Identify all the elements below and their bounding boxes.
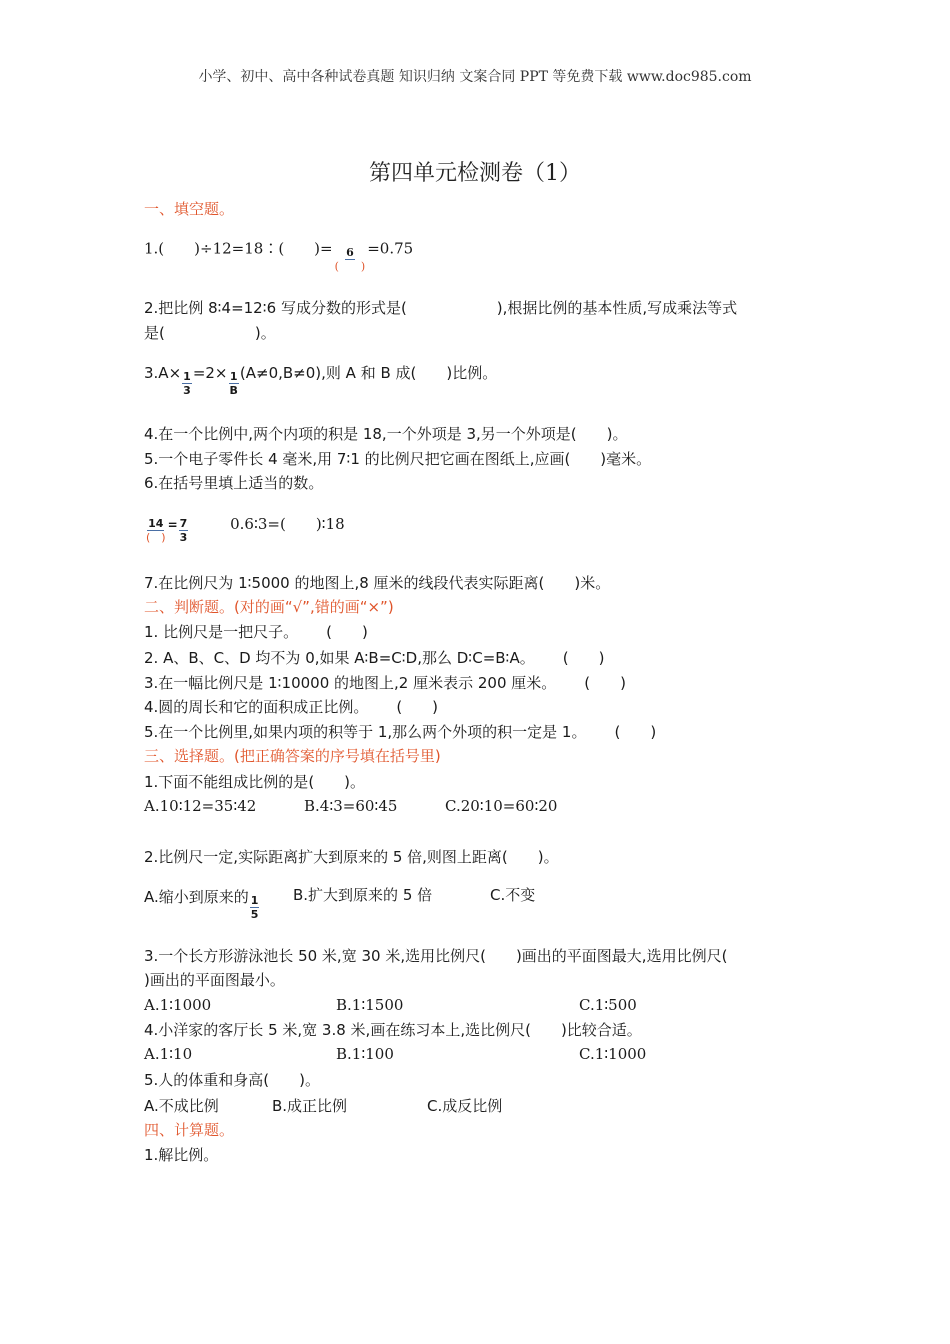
- mc-5-option-b: B.成正比例: [272, 1097, 348, 1115]
- question-1-6: 6.在括号里填上适当的数。: [144, 474, 324, 492]
- mc-3-option-b: B.1∶1500: [336, 996, 404, 1014]
- page-header: 小学、初中、高中各种试卷真题 知识归纳 文案合同 PPT 等免费下载 www.doc985.com: [198, 69, 752, 85]
- mc-question-5: 5.人的体重和身高( )。: [144, 1071, 321, 1089]
- q6-second: 0.6∶3=( )∶18: [230, 515, 345, 533]
- question-1-2-line2: 是( )。: [144, 324, 276, 342]
- q3-tail: (A≠0,B≠0),则 A 和 B 成( )比例。: [239, 364, 498, 382]
- q6-f1-num: 14: [148, 517, 164, 530]
- mc-1-option-b: B.4∶3=60∶45: [304, 797, 398, 815]
- question-1-3: [144, 360, 498, 397]
- mc-question-1: 1.下面不能组成比例的是( )。: [144, 773, 366, 791]
- question-1-6-content: [144, 511, 345, 544]
- mc-2-option-b: B.扩大到原来的 5 倍: [293, 886, 433, 904]
- mc-4-option-a: A.1∶10: [144, 1045, 193, 1063]
- q6-fraction-1: [145, 517, 167, 544]
- question-1-4: 4.在一个比例中,两个内项的积是 18,一个外项是 3,另一个外项是( )。: [144, 425, 628, 443]
- mc-1-option-c: C.20∶10=60∶20: [445, 797, 558, 815]
- tf-5-text: 5.在一个比例里,如果内项的积等于 1,那么两个外项的积一定是 1。: [144, 723, 587, 741]
- section-heading-calculation: 四、计算题。: [144, 1121, 235, 1139]
- tf-item-5: [144, 722, 656, 742]
- tf-item-1: [144, 622, 368, 642]
- calc-question-1: 1.解比例。: [144, 1146, 219, 1164]
- tf-2-blank: ( ): [562, 649, 605, 667]
- tf-4-text: 4.圆的周长和它的面积成正比例。: [144, 698, 369, 716]
- mc-1-option-a: A.10∶12=35∶42: [144, 797, 257, 815]
- q6-f2-num: 7: [179, 517, 188, 530]
- q3-f1-den: 3: [183, 384, 191, 397]
- question-1-2-line1: 2.把比例 8∶4=12∶6 写成分数的形式是( ),根据比例的基本性质,写成乘法等式: [144, 299, 738, 317]
- mc-question-4: 4.小洋家的客厅长 5 米,宽 3.8 米,画在练习本上,选比例尺( )比较合适。: [144, 1021, 642, 1039]
- mc-4-option-c: C.1∶1000: [579, 1045, 647, 1063]
- q1-fraction: [334, 246, 367, 273]
- q6-eq: =: [167, 518, 178, 532]
- q1-frac-den: ( ): [334, 260, 366, 273]
- section-heading-true-false: 二、判断题。(对的画“√”,错的画“×”): [144, 598, 394, 616]
- mc-2-option-a: [144, 884, 260, 921]
- mc-2-a-fraction: [250, 894, 260, 921]
- mc-2-a-num: 1: [250, 894, 259, 907]
- tf-item-2: [144, 648, 604, 668]
- mc-2-a-den: 5: [250, 908, 259, 921]
- mc-2-option-c: C.不变: [490, 886, 536, 904]
- mc-3-option-c: C.1∶500: [579, 996, 637, 1014]
- mc-5-option-a: A.不成比例: [144, 1097, 219, 1115]
- mc-3-option-a: A.1∶1000: [144, 996, 212, 1014]
- page-title: 第四单元检测卷（1）: [369, 161, 581, 186]
- tf-4-blank: ( ): [396, 698, 439, 716]
- mc-4-option-b: B.1∶100: [336, 1045, 394, 1063]
- section-heading-fill-blank: 一、填空题。: [144, 200, 235, 218]
- q3-mid: =2×: [192, 364, 228, 382]
- q1-tail: =0.75: [367, 239, 414, 258]
- tf-1-text: 1. 比例尺是一把尺子。: [144, 623, 299, 641]
- mc-question-2: 2.比例尺一定,实际距离扩大到原来的 5 倍,则图上距离( )。: [144, 848, 559, 866]
- tf-5-blank: ( ): [614, 723, 657, 741]
- mc-5-option-c: C.成反比例: [427, 1097, 503, 1115]
- q3-f1-num: 1: [183, 370, 191, 383]
- q6-f2-den: 3: [179, 531, 188, 544]
- mc-question-3-line1: 3.一个长方形游泳池长 50 米,宽 30 米,选用比例尺( )画出的平面图最大,选用比例尺(: [144, 947, 728, 965]
- q6-f1-den: ( ): [146, 531, 166, 544]
- tf-item-4: [144, 697, 438, 717]
- q1-frac-num: 6: [346, 246, 354, 259]
- question-1-1: [144, 236, 414, 273]
- q3-f2-num: 1: [229, 370, 238, 383]
- q1-text: 1.( )÷12=18∶( )=: [144, 239, 333, 258]
- q3-f2-den: B: [229, 384, 238, 397]
- tf-3-blank: ( ): [584, 674, 626, 692]
- mc-2-a-text: A.缩小到原来的: [144, 888, 249, 906]
- q6-fraction-2: [179, 517, 189, 544]
- mc-question-3-line2: )画出的平面图最小。: [144, 971, 285, 989]
- tf-2-text: 2. A、B、C、D 均不为 0,如果 A∶B=C∶D,那么 D∶C=B∶A。: [144, 649, 535, 667]
- q3-pre: 3.A×: [144, 364, 182, 382]
- section-heading-multiple-choice: 三、选择题。(把正确答案的序号填在括号里): [144, 747, 441, 765]
- q3-fraction-2: [229, 370, 239, 397]
- tf-item-3: [144, 673, 626, 693]
- tf-3-text: 3.在一幅比例尺是 1∶10000 的地图上,2 厘米表示 200 厘米。: [144, 674, 557, 692]
- question-1-5: 5.一个电子零件长 4 毫米,用 7∶1 的比例尺把它画在图纸上,应画( )毫米。: [144, 450, 652, 468]
- question-1-7: 7.在比例尺为 1∶5000 的地图上,8 厘米的线段代表实际距离( )米。: [144, 574, 611, 592]
- tf-1-blank: ( ): [326, 623, 368, 641]
- q3-fraction-1: [182, 370, 192, 397]
